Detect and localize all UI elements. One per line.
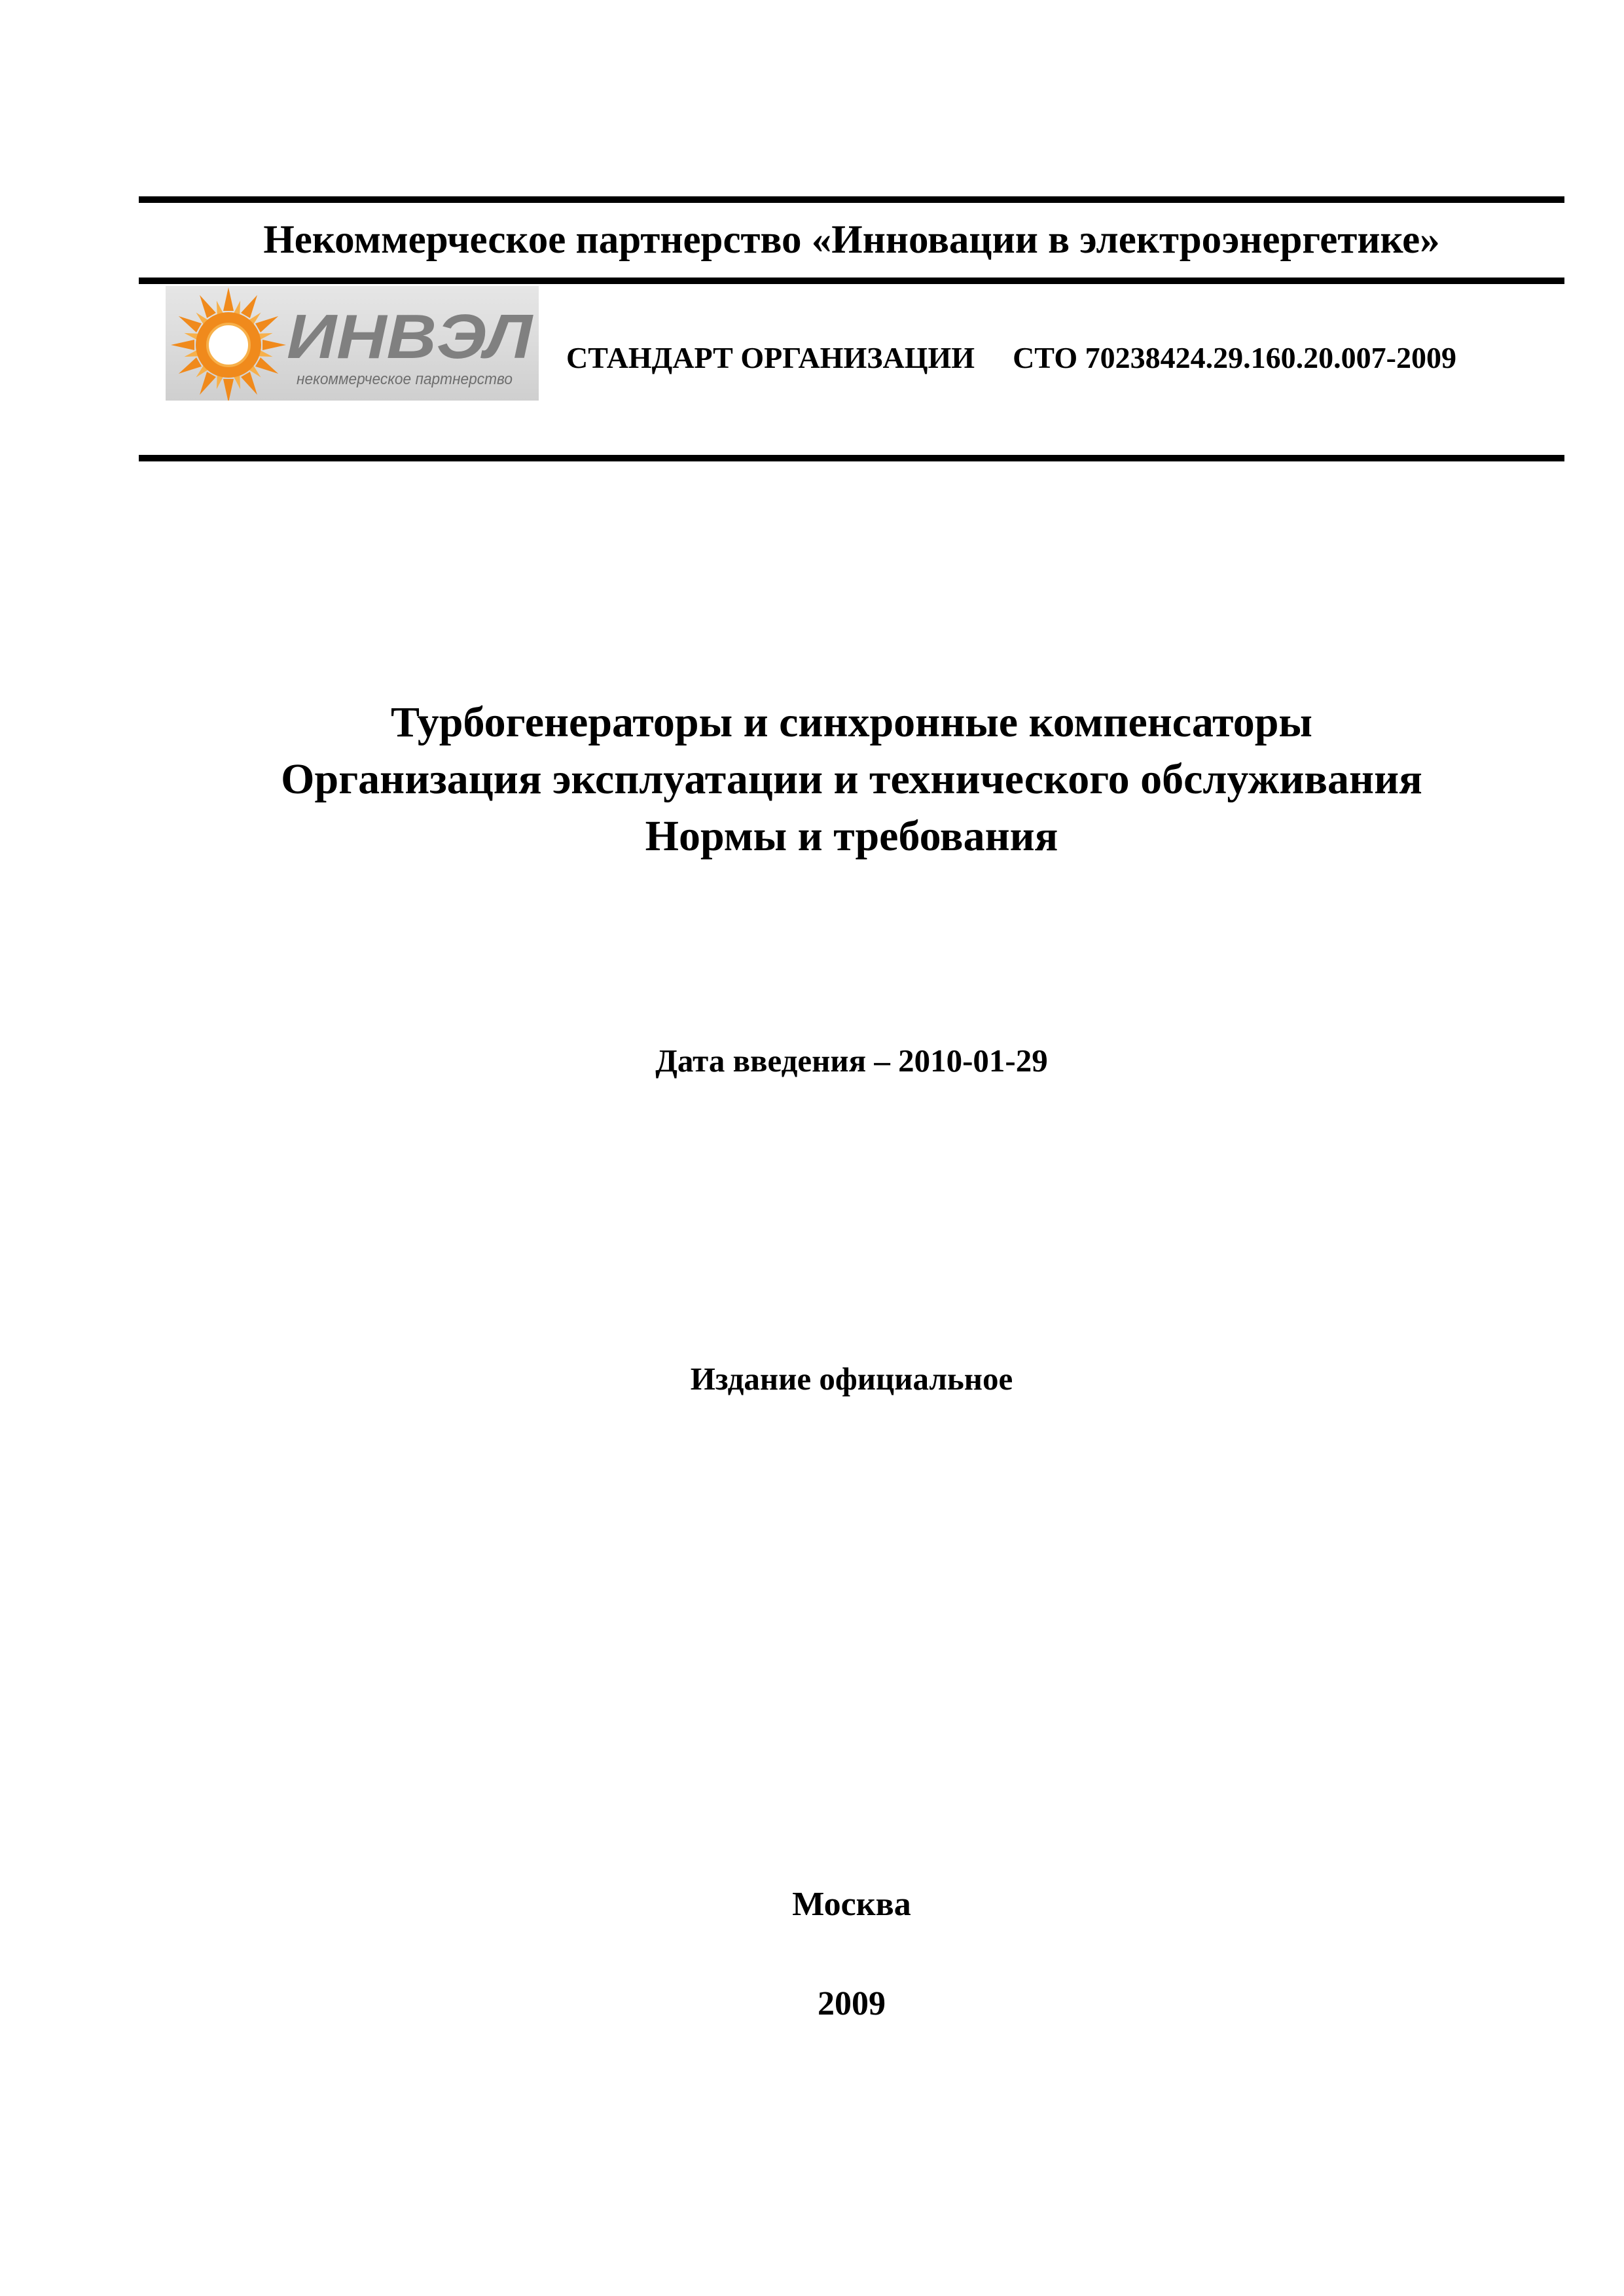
standard-designation [566,340,1542,375]
header-bottom-rule [139,455,1564,461]
title-line-2: Организация эксплуатации и технического обслуживания [281,755,1422,803]
publication-year: 2009 [818,1985,886,2022]
standard-number: СТО 70238424.29.160.20.007-2009 [1013,341,1456,374]
invel-logo [166,286,539,401]
organization-name: Некоммерческое партнерство «Инновации в электроэнергетике» [263,218,1440,262]
document-title [139,694,1564,865]
edition-note: Издание официальное [690,1361,1013,1397]
introduction-date: Дата введения – 2010-01-29 [655,1043,1048,1079]
sun-icon [171,287,286,401]
standard-label: СТАНДАРТ ОРГАНИЗАЦИИ [566,341,975,374]
title-line-3: Нормы и требования [645,812,1058,860]
header-middle-rule [139,278,1564,284]
logo-wordmark: ИНВЭЛ [287,302,534,372]
publication-city: Москва [792,1886,911,1923]
header-top-rule [139,196,1564,203]
title-line-1: Турбогенераторы и синхронные компенсаторы [391,698,1312,746]
logo-tagline: некоммерческое партнерство [297,370,513,388]
